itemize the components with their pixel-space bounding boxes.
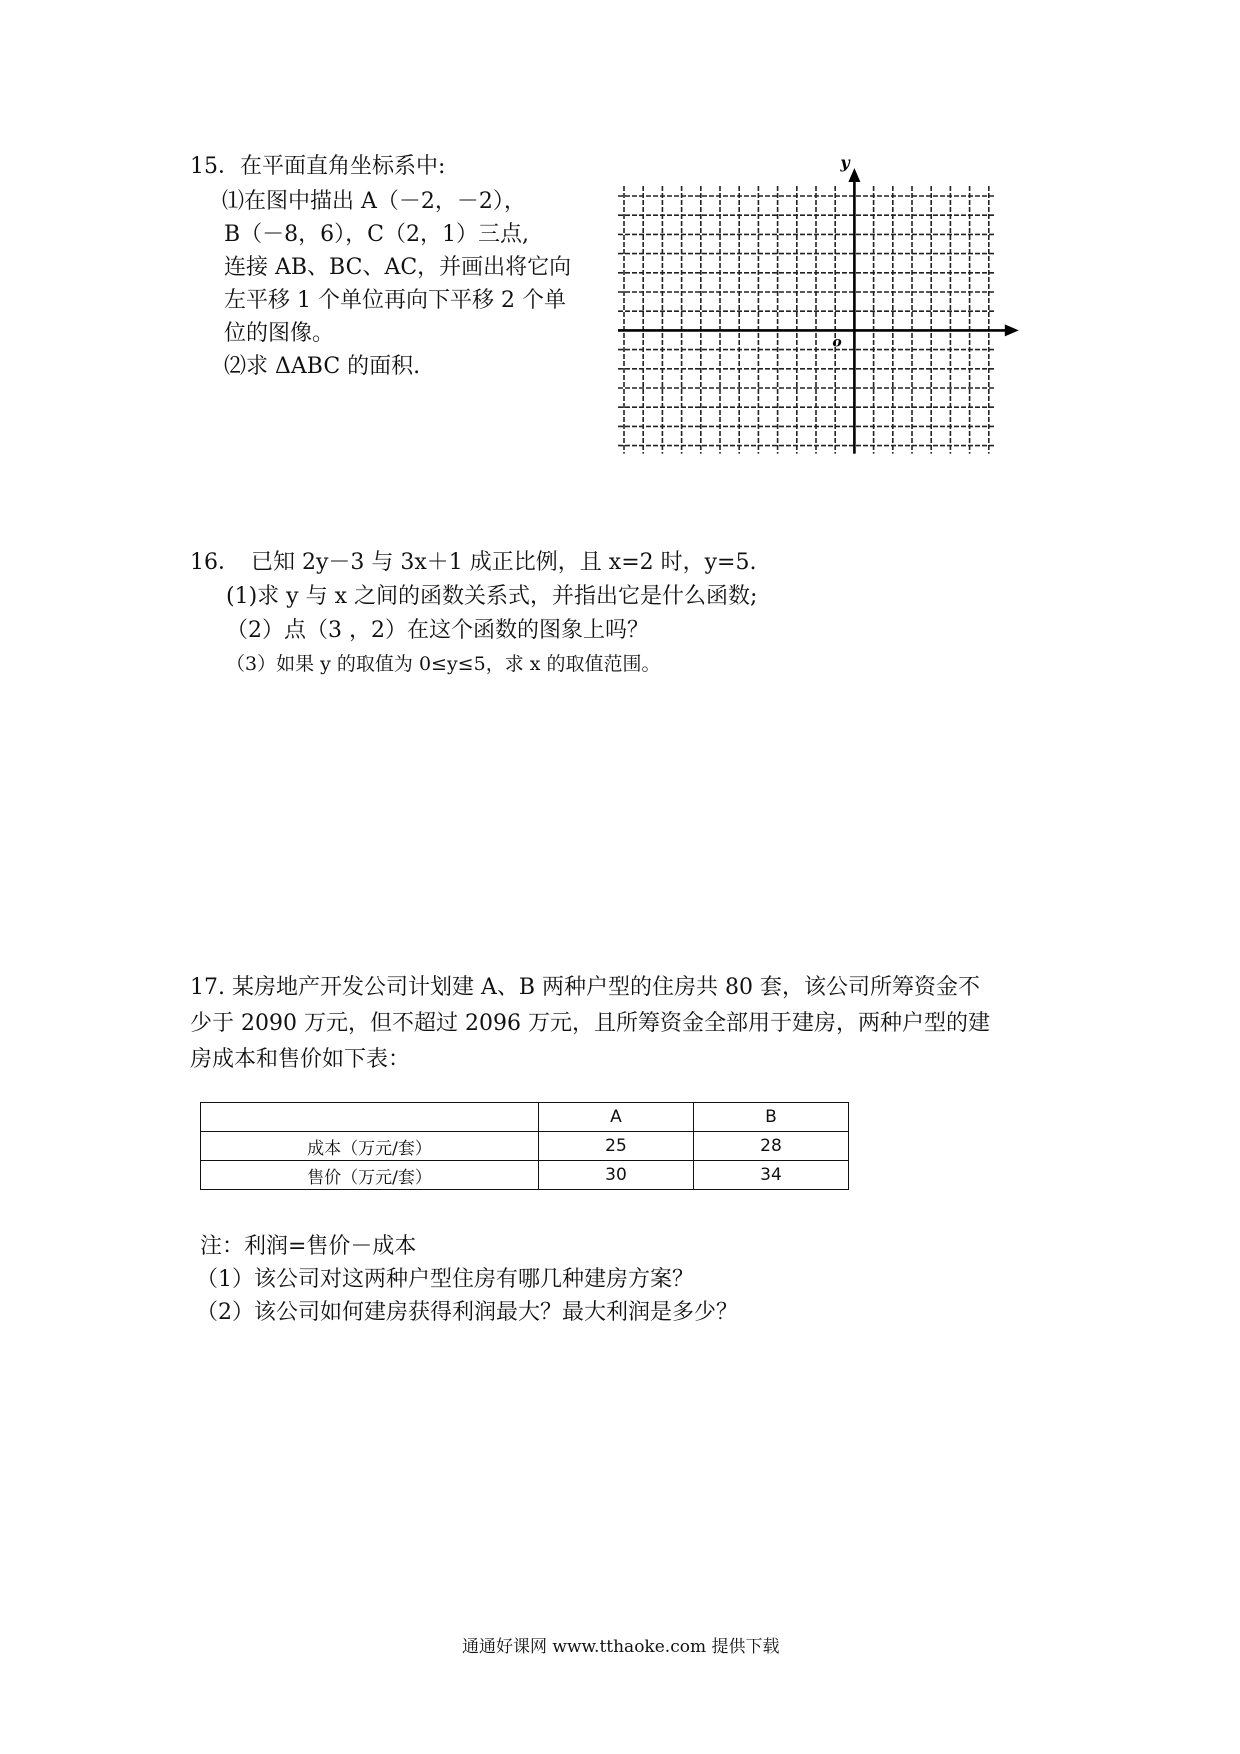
table-row — [201, 1161, 849, 1190]
grid-lines — [618, 186, 995, 454]
coordinate-grid — [612, 153, 1072, 504]
table-cell: 30 — [539, 1161, 694, 1190]
table-cell: 售价（万元/套） — [201, 1161, 539, 1190]
cost-price-table — [200, 1102, 849, 1190]
table-header-row — [201, 1103, 849, 1132]
q16-line-3: （3）如果 y 的取值为 0≤y≤5，求 x 的取值范围。 — [226, 653, 661, 675]
q15-line-6: ⑵求 ΔABC 的面积. — [224, 354, 421, 379]
q15-line-2: B（－8，6），C（2，1）三点, — [224, 222, 529, 247]
q17-note: 注：利润=售价－成本 — [200, 1234, 417, 1259]
y-axis-label: y — [840, 153, 850, 172]
table-header-cell — [201, 1103, 539, 1132]
q16-line-2: （2）点（3 ，2）在这个函数的图象上吗？ — [226, 618, 649, 643]
table-header-cell: A — [539, 1103, 694, 1132]
table-row — [201, 1132, 849, 1161]
table-cell: 34 — [694, 1161, 849, 1190]
q15-line-3: 连接 AB、BC、AC，并画出将它向 — [224, 255, 572, 280]
y-axis-arrow — [848, 168, 860, 182]
origin-label: o — [832, 334, 842, 351]
q17-subq-1: （1）该公司对这两种户型住房有哪几种建房方案？ — [196, 1267, 694, 1292]
table-header-cell: B — [694, 1103, 849, 1132]
q15-line-1: ⑴在图中描出 A（－2，－2）， — [222, 189, 526, 214]
q15-line-4: 左平移 1 个单位再向下平移 2 个单 — [224, 288, 566, 313]
q16-line-1: (1)求 y 与 x 之间的函数关系式，并指出它是什么函数; — [226, 584, 758, 609]
q15-line-5: 位的图像。 — [224, 321, 335, 346]
q17-line-2: 少于 2090 万元，但不超过 2096 万元，且所筹资金全部用于建房，两种户型的建 — [190, 1011, 990, 1036]
page-footer: 通通好课网 www.tthaoke.com 提供下载 — [462, 1637, 780, 1657]
table-cell: 28 — [694, 1132, 849, 1161]
q17-line-1: 17. 某房地产开发公司计划建 A、B 两种户型的住房共 80 套，该公司所筹资金不 — [190, 975, 981, 1000]
q15-title: 15．在平面直角坐标系中: — [190, 154, 446, 179]
table-cell: 成本（万元/套） — [201, 1132, 539, 1161]
q17-line-3: 房成本和售价如下表： — [190, 1047, 411, 1072]
q16-title: 16． 已知 2y－3 与 3x＋1 成正比例，且 x=2 时，y=5. — [190, 550, 757, 575]
table-cell: 25 — [539, 1132, 694, 1161]
q17-subq-2: （2）该公司如何建房获得利润最大？最大利润是多少？ — [196, 1300, 738, 1325]
x-axis-arrow — [1005, 324, 1019, 336]
